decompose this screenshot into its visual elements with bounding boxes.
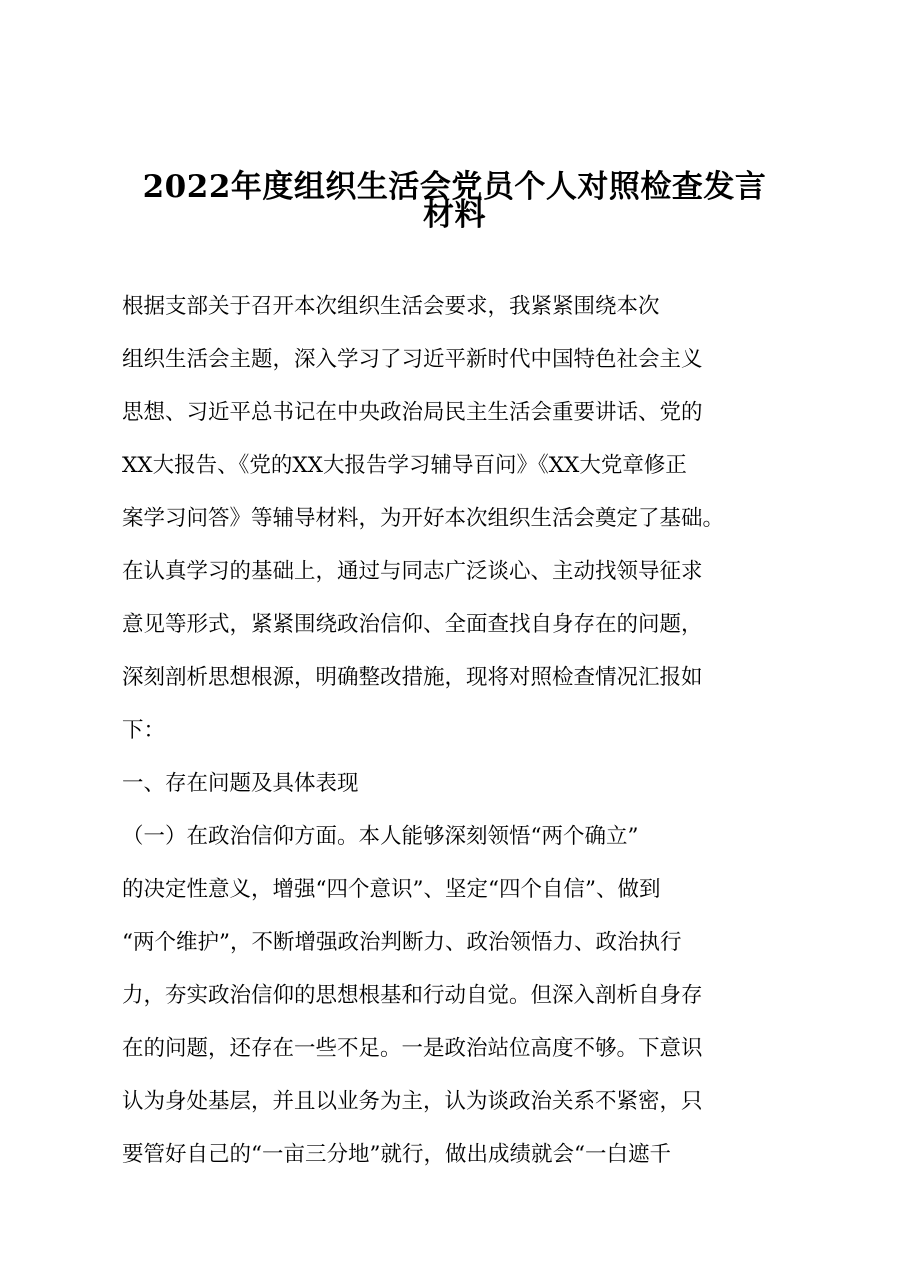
body-line: 在的问题，还存在一些不足。一是政治站位高度不够。下意识: [122, 1036, 703, 1061]
document-title-line-1: 2022年度组织生活会党员个人对照检查发言: [142, 169, 767, 205]
body-line: 意见等形式，紧紧围绕政治信仰、全面查找自身存在的问题，: [122, 612, 703, 637]
body-line: （一）在政治信仰方面。本人能够深刻领悟“两个确立”: [122, 824, 639, 849]
body-line: 根据支部关于召开本次组织生活会要求，我紧紧围绕本次: [122, 294, 660, 319]
body-line: 要管好自己的“一亩三分地”就行，做出成绩就会“一白遮千: [122, 1142, 671, 1167]
body-line: 下：: [122, 718, 166, 743]
body-line: 思想、习近平总书记在中央政治局民主生活会重要讲话、党的: [122, 400, 703, 425]
body-line: 认为身处基层，并且以业务为主，认为谈政治关系不紧密，只: [122, 1089, 703, 1114]
document-title-line-2: 材料: [423, 197, 486, 233]
body-line: XX大报告、《党的XX大报告学习辅导百问》《XX大党章修正: [122, 453, 687, 478]
body-line: 的决定性意义，增强“四个意识”、坚定“四个自信”、做到: [122, 877, 661, 902]
body-line: “两个维护”，不断增强政治判断力、政治领悟力、政治执行: [122, 930, 682, 955]
body-line: 在认真学习的基础上，通过与同志广泛谈心、主动找领导征求: [122, 559, 703, 584]
section-heading: 一、存在问题及具体表现: [122, 771, 359, 796]
body-line: 深刻剖析思想根源，明确整改措施，现将对照检查情况汇报如: [122, 665, 703, 690]
body-line: 力，夯实政治信仰的思想根基和行动自觉。但深入剖析自身存: [122, 983, 703, 1008]
body-line: 组织生活会主题，深入学习了习近平新时代中国特色社会主义: [122, 347, 703, 372]
body-line: 案学习问答》等辅导材料，为开好本次组织生活会奠定了基础。: [122, 506, 725, 531]
